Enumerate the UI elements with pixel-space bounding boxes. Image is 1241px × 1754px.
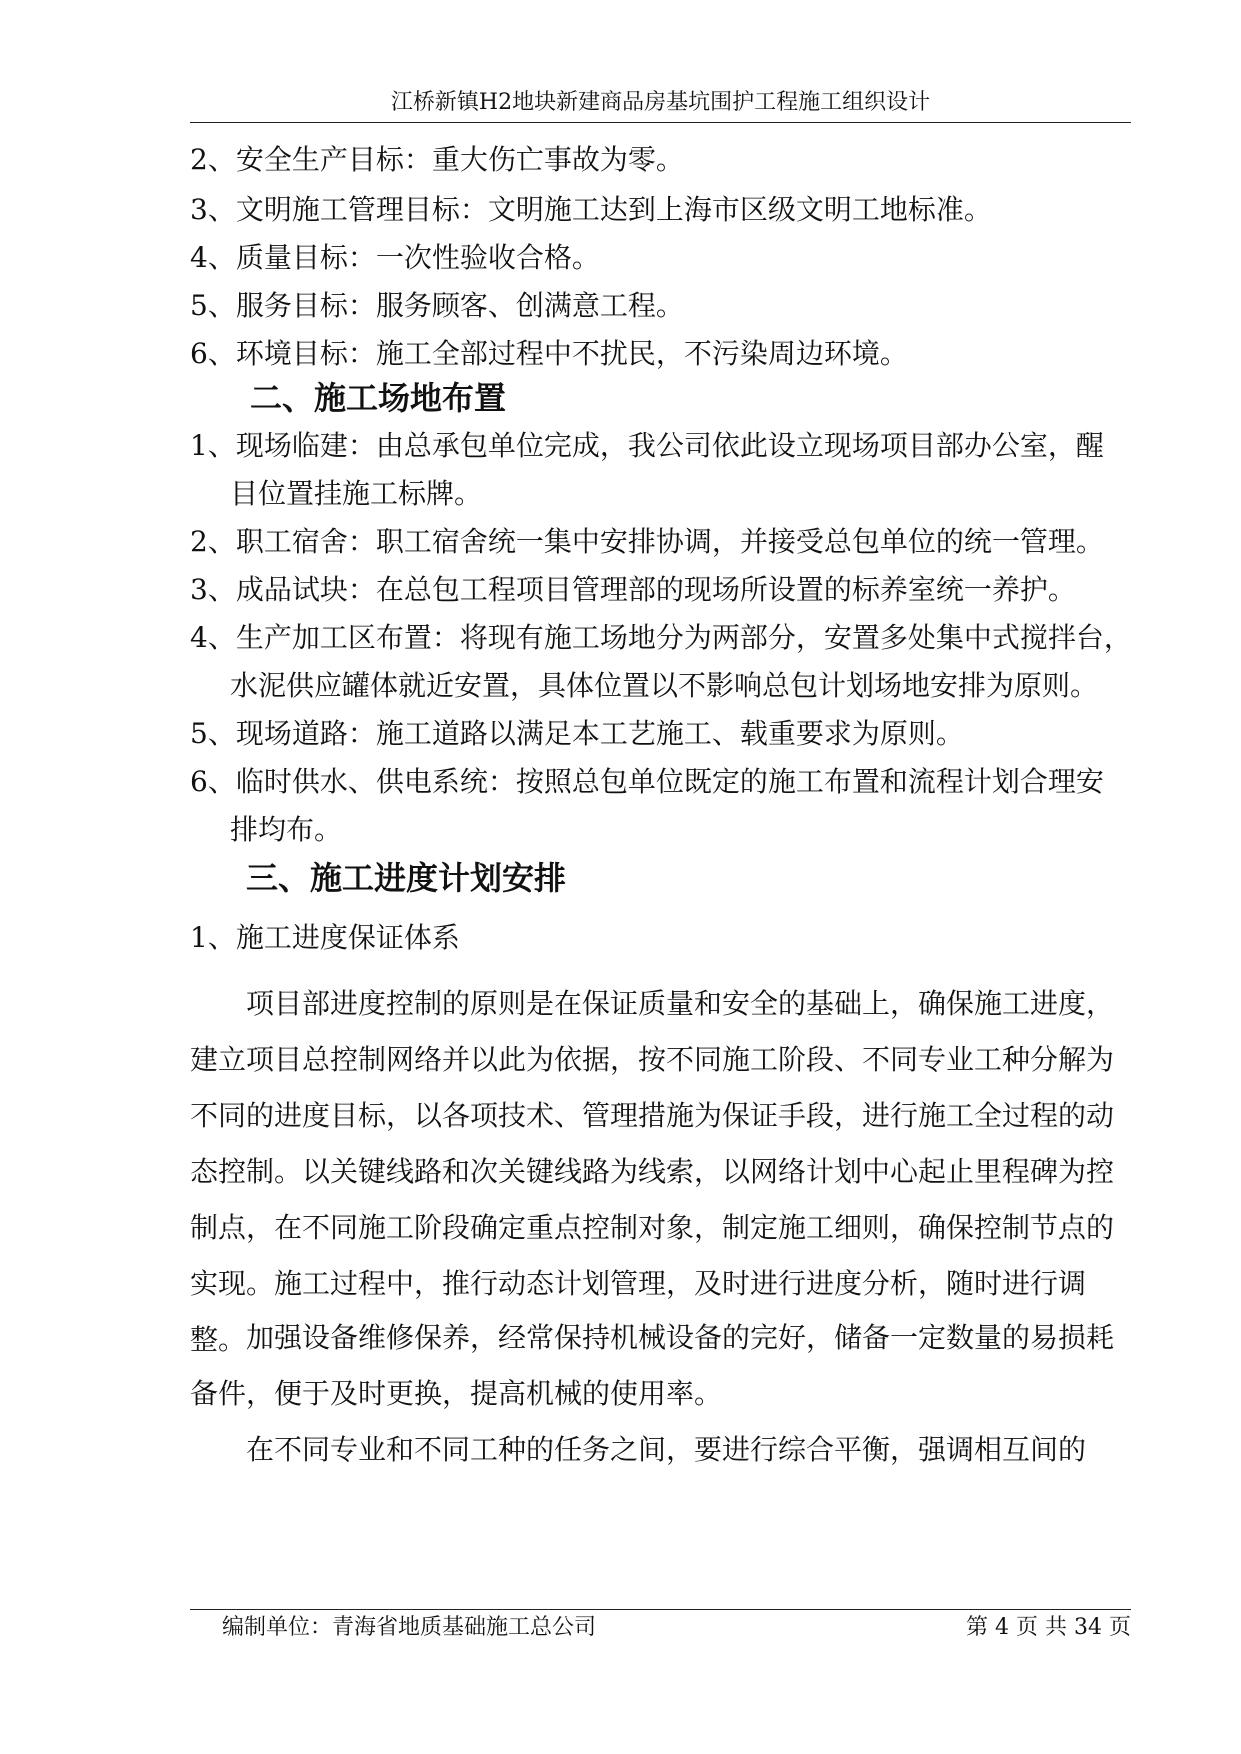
- section-heading-site-layout: 二、施工场地布置: [250, 379, 507, 417]
- paragraph-text: 在不同专业和不同工种的任务之间，要进行综合平衡，强调相互间的: [246, 1433, 1087, 1466]
- body-paragraph: [190, 1422, 1131, 1478]
- list-item-continuation: 水泥供应罐体就近安置，具体位置以不影响总包计划场地安排为原则。: [230, 669, 1099, 702]
- goal-item: 5、服务目标：服务顾客、创满意工程。: [190, 289, 684, 322]
- list-item: 2、职工宿舍：职工宿舍统一集中安排协调，并接受总包单位的统一管理。: [190, 525, 1104, 558]
- page-number: 第 4 页 共 34 页: [966, 1615, 1131, 1640]
- page-header: 江桥新镇H2地块新建商品房基坑围护工程施工组织设计: [390, 90, 931, 115]
- list-item: 1、现场临建：由总承包单位完成，我公司依此设立现场项目部办公室，醒: [190, 429, 1104, 462]
- list-item: 6、临时供水、供电系统：按照总包单位既定的施工布置和流程计划合理安: [190, 765, 1104, 798]
- subsection-title: 1、施工进度保证体系: [190, 921, 460, 954]
- goal-item: 2、安全生产目标：重大伤亡事故为零。: [190, 143, 684, 176]
- goal-item: 3、文明施工管理目标：文明施工达到上海市区级文明工地标准。: [190, 193, 992, 226]
- list-item: 4、生产加工区布置：将现有施工场地分为两部分，安置多处集中式搅拌台，: [190, 621, 1132, 654]
- footer-rule: [190, 1609, 1131, 1610]
- paragraph-text: 项目部进度控制的原则是在保证质量和安全的基础上，确保施工进度，建立项目总控制网络并以此为依据，按不同施工阶段、不同专业工种分解为不同的进度目标，以各项技术、管理措施为保证手段，进行施工全过程的动态控制。以关键线路和次关键线路为线索，以网络计划中心起止里程碑为控制点，在不同施工阶段确定重点控制对象，制定施工细则，确保控制节点的实现。施工过程中，推行动态计划管理，及时进行进度分析，随时进行调整。: [190, 987, 1115, 1356]
- list-item-continuation: 排均布。: [230, 813, 343, 846]
- list-item-continuation: 目位置挂施工标牌。: [230, 477, 483, 510]
- footer-organization: 编制单位：青海省地质基础施工总公司: [222, 1615, 597, 1640]
- paragraph-text: 加强设备维修保养，经常保持机械设备的完好，储备一定数量的易损耗备件，便于及时更换，提高机械的使用率。: [190, 1321, 1115, 1410]
- section-heading-schedule: 三、施工进度计划安排: [246, 859, 567, 897]
- list-item: 3、成品试块：在总包工程项目管理部的现场所设置的标养室统一养护。: [190, 573, 1076, 606]
- list-item: 5、现场道路：施工道路以满足本工艺施工、载重要求为原则。: [190, 717, 964, 750]
- body-paragraph: [190, 1310, 1131, 1422]
- header-rule: [190, 122, 1131, 123]
- goal-item: 6、环境目标：施工全部过程中不扰民，不污染周边环境。: [190, 337, 908, 370]
- goal-item: 4、质量目标：一次性验收合格。: [190, 241, 600, 274]
